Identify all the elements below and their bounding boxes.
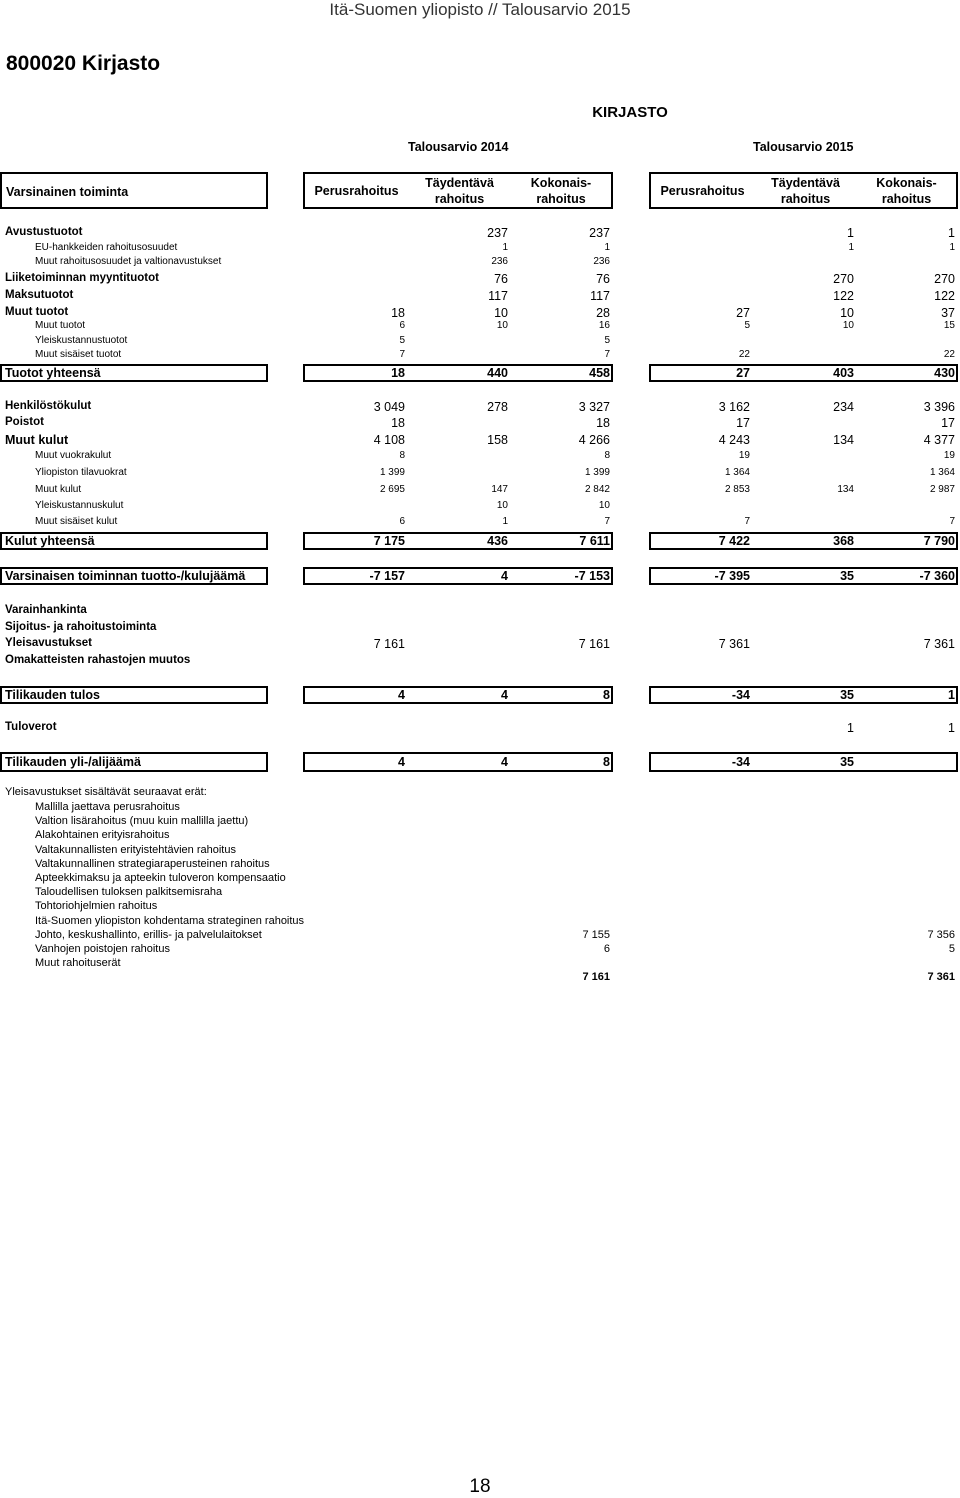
- row-label: Tuloverot: [5, 721, 57, 733]
- row-value: 2 987: [929, 484, 955, 495]
- row-value: 35: [840, 755, 854, 769]
- row-value: 10: [598, 500, 610, 511]
- column-header-taydentava-2015: Täydentävä rahoitus: [771, 176, 840, 206]
- row-label: Muut sisäiset tuotot: [35, 349, 122, 360]
- row-value: 22: [738, 349, 750, 360]
- footnote-item-label: Valtakunnallisten erityistehtävien rahoitus: [35, 843, 236, 856]
- page-number: 18: [469, 1476, 491, 1497]
- row-value: 4: [398, 755, 405, 769]
- row-value: 10: [496, 500, 508, 511]
- row-label: Sijoitus- ja rahoitustoiminta: [5, 621, 157, 633]
- footnote-intro: Yleisavustukset sisältävät seuraavat erät:: [5, 786, 207, 798]
- year-2014-label: Talousarvio 2014: [408, 140, 509, 154]
- row-label: Yleisavustukset: [5, 637, 92, 649]
- row-value: 134: [833, 433, 854, 447]
- row-label: Varainhankinta: [5, 604, 87, 616]
- row-value: 7: [604, 516, 610, 527]
- row-value: 28: [596, 306, 610, 320]
- footnote-item-label: Mallilla jaettava perusrahoitus: [35, 801, 180, 813]
- row-value: 1 399: [584, 467, 610, 478]
- row-value: 18: [391, 366, 405, 380]
- row-label: Muut tuotot: [5, 306, 69, 318]
- row-label: Yleiskustannustuotot: [35, 335, 128, 346]
- footnote-total: 7 161: [582, 971, 610, 983]
- row-value: 6: [399, 516, 405, 527]
- footnote-item-label: Johto, keskushallinto, erillis- ja palvelulaitokset: [35, 928, 262, 941]
- row-label: Henkilöstökulut: [5, 400, 92, 412]
- row-value: 8: [399, 450, 405, 461]
- row-label: Liiketoiminnan myyntituotot: [5, 272, 159, 284]
- row-value: 4: [501, 688, 508, 702]
- row-value: 1: [502, 242, 508, 253]
- footnote-item-value: 6: [603, 943, 610, 955]
- row-value: 436: [487, 534, 508, 548]
- row-value: 4 243: [718, 433, 750, 447]
- footnote-item-label: Alakohtainen erityisrahoitus: [35, 829, 170, 842]
- row-value: 368: [833, 534, 854, 548]
- row-value: 1 364: [724, 467, 750, 478]
- row-label: Varsinaisen toiminnan tuotto-/kulujäämä: [5, 569, 246, 583]
- column-header-label-box: [0, 172, 268, 209]
- row-value: 458: [589, 366, 610, 380]
- footnote-item-label: Muut rahoituserät: [35, 957, 121, 970]
- column-header-kokonais-2014: Kokonais- rahoitus: [530, 176, 592, 206]
- row-value: 4 377: [923, 433, 955, 447]
- row-value: 1: [948, 226, 955, 240]
- row-value: 3 162: [718, 400, 750, 414]
- row-label: Muut sisäiset kulut: [35, 516, 118, 527]
- column-header-2014: [303, 172, 613, 209]
- row-value: 7: [604, 349, 610, 360]
- column-header-taydentava-2014: Täydentävä rahoitus: [425, 176, 494, 206]
- column-header-label: Varsinainen toiminta: [6, 185, 129, 199]
- row-value: 35: [840, 569, 854, 583]
- row-value: 7 161: [578, 637, 610, 651]
- row-value: 6: [399, 320, 405, 331]
- row-value: 15: [943, 320, 955, 331]
- row-value: 16: [598, 320, 610, 331]
- row-value: 7 361: [718, 637, 750, 651]
- page-header: Itä-Suomen yliopisto // Talousarvio 2015: [329, 0, 631, 19]
- row-value: 403: [833, 366, 854, 380]
- row-label: Muut vuokrakulut: [35, 450, 112, 461]
- row-value: 147: [491, 484, 508, 495]
- row-label: Maksutuotot: [5, 289, 74, 301]
- row-value: 236: [491, 256, 508, 267]
- row-label: Poistot: [5, 416, 44, 428]
- row-value: 158: [487, 433, 508, 447]
- footnote-item-value: 7 356: [927, 928, 955, 941]
- row-value: 10: [840, 306, 854, 320]
- row-value: 10: [494, 306, 508, 320]
- row-label: Yliopiston tilavuokrat: [35, 467, 127, 478]
- row-value: 4: [501, 569, 508, 583]
- footnote-item-label: Tohtoriohjelmien rahoitus: [35, 900, 158, 913]
- column-header-perusrahoitus-2015: Perusrahoitus: [660, 184, 745, 198]
- year-2015-label: Talousarvio 2015: [753, 140, 854, 154]
- row-value: -7 157: [369, 569, 405, 583]
- row-value: 2 695: [379, 484, 405, 495]
- row-value: 430: [934, 366, 955, 380]
- row-value: 7 611: [579, 534, 610, 548]
- row-label: Muut kulut: [5, 433, 69, 447]
- row-value: 8: [603, 755, 610, 769]
- row-value: 237: [589, 226, 610, 240]
- row-value: -7 395: [714, 569, 750, 583]
- row-label: Tilikauden tulos: [5, 688, 100, 702]
- row-label: Tuotot yhteensä: [5, 366, 101, 380]
- row-value: 18: [391, 416, 405, 430]
- row-label: Avustustuotot: [5, 226, 83, 238]
- row-value: 7: [399, 349, 405, 360]
- row-value: 17: [736, 416, 750, 430]
- row-value: 117: [590, 289, 610, 303]
- row-value: 270: [833, 272, 854, 286]
- row-value: 5: [399, 335, 405, 346]
- row-label: EU-hankkeiden rahoitusosuudet: [35, 242, 178, 253]
- row-value: -7 153: [574, 569, 610, 583]
- row-value: 1: [949, 242, 955, 253]
- row-value: 2 842: [584, 484, 610, 495]
- row-value: 27: [736, 366, 750, 380]
- footnote-total: 7 361: [927, 971, 955, 983]
- row-value: 1: [502, 516, 508, 527]
- row-value: -34: [731, 755, 750, 769]
- row-value: 440: [487, 366, 508, 380]
- row-value: 8: [604, 450, 610, 461]
- row-value: 1: [604, 242, 610, 253]
- row-value: 8: [603, 688, 610, 702]
- footnote-item-label: Apteekkimaksu ja apteekin tuloveron kompensaatio: [35, 872, 286, 884]
- page-title: 800020 Kirjasto: [6, 52, 161, 75]
- column-header-kokonais-2015: Kokonais- rahoitus: [876, 176, 937, 206]
- row-value: 7 161: [373, 637, 405, 651]
- row-value: 10: [496, 320, 508, 331]
- row-value: 1: [948, 721, 955, 735]
- row-value: 7 361: [923, 637, 955, 651]
- row-label: Muut kulut: [35, 484, 82, 495]
- department-title: KIRJASTO: [592, 104, 668, 121]
- column-header-perusrahoitus-2014: Perusrahoitus: [314, 184, 399, 198]
- footnote-item-label: Valtakunnallinen strategiaraperusteinen rahoitus: [35, 857, 270, 870]
- row-value: 236: [593, 256, 610, 267]
- row-value: 76: [494, 272, 508, 286]
- row-label: Yleiskustannuskulut: [35, 500, 124, 511]
- footnote-item-label: Valtion lisärahoitus (muu kuin mallilla jaettu): [35, 815, 249, 828]
- row-value: 1: [847, 226, 854, 240]
- row-value: 134: [837, 484, 854, 495]
- row-value: 4: [501, 755, 508, 769]
- row-value: 2 853: [724, 484, 750, 495]
- row-value: 35: [840, 688, 854, 702]
- row-value: 4 108: [373, 433, 405, 447]
- footnote-item-value: 5: [948, 943, 955, 955]
- row-value: 234: [833, 400, 854, 414]
- row-value: 7: [744, 516, 750, 527]
- row-value: 4 266: [578, 433, 610, 447]
- column-header-2015: [649, 172, 958, 209]
- row-label: Omakatteisten rahastojen muutos: [5, 654, 191, 666]
- row-value: 122: [833, 289, 854, 303]
- row-value: 122: [934, 289, 955, 303]
- row-value: 22: [943, 349, 955, 360]
- row-value: 7: [949, 516, 955, 527]
- row-label: Muut tuotot: [35, 320, 86, 331]
- row-value: 19: [738, 450, 750, 461]
- footnote-item-label: Itä-Suomen yliopiston kohdentama strateginen rahoitus: [35, 914, 305, 927]
- row-value: 1: [848, 242, 854, 253]
- footnote-item-label: Vanhojen poistojen rahoitus: [35, 943, 170, 955]
- row-value: 7 790: [923, 534, 955, 548]
- row-value: 19: [943, 450, 955, 461]
- row-value: 3 327: [578, 400, 610, 414]
- row-value: 17: [941, 416, 955, 430]
- row-value: 117: [488, 289, 508, 303]
- row-value: 18: [596, 416, 610, 430]
- footnote-item-value: 7 155: [582, 928, 610, 941]
- row-value: 3 396: [923, 400, 955, 414]
- row-value: 27: [736, 306, 750, 320]
- row-label: Muut rahoitusosuudet ja valtionavustukset: [35, 256, 222, 267]
- row-value: 10: [842, 320, 854, 331]
- row-value: 270: [934, 272, 955, 286]
- row-value: 5: [744, 320, 750, 331]
- row-value: 237: [487, 226, 508, 240]
- row-value: 3 049: [373, 400, 405, 414]
- row-value: 1: [948, 688, 955, 702]
- row-value: 76: [596, 272, 610, 286]
- row-value: 7 422: [718, 534, 750, 548]
- row-value: -7 360: [919, 569, 955, 583]
- row-value: 5: [604, 335, 610, 346]
- row-value: 37: [941, 306, 955, 320]
- row-value: 18: [391, 306, 405, 320]
- row-value: -34: [731, 688, 750, 702]
- row-label: Kulut yhteensä: [5, 534, 95, 548]
- row-value: 278: [487, 400, 508, 414]
- row-value: 1 399: [379, 467, 405, 478]
- row-value: 7 175: [373, 534, 405, 548]
- row-value: 1: [847, 721, 854, 735]
- row-value: 1 364: [929, 467, 955, 478]
- row-label: Tilikauden yli-/alijäämä: [5, 755, 141, 769]
- footnote-item-label: Taloudellisen tuloksen palkitsemisraha: [35, 886, 223, 899]
- row-value: 4: [398, 688, 405, 702]
